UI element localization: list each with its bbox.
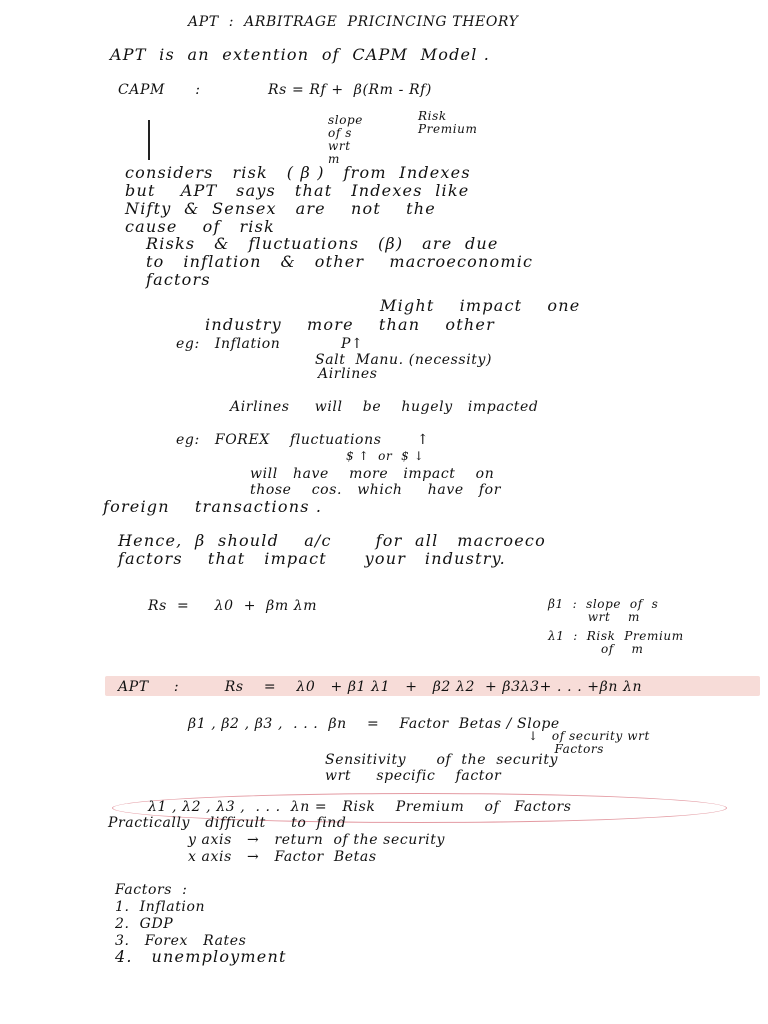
line-0: considers risk ( β ) from Indexes — [125, 163, 471, 182]
line-6: factors — [146, 270, 211, 289]
factor-item: 3. Forex Rates — [115, 933, 247, 949]
factor-item: 4. unemployment — [115, 947, 287, 966]
sensitivity-note: Sensitivity of the security wrt specific factor — [325, 752, 559, 784]
eg-forex-line: eg: FOREX fluctuations ↑ — [176, 432, 430, 448]
capm-slope-note: slope of s wrt m — [328, 113, 364, 166]
will-have-line: will have more impact on — [250, 466, 495, 482]
factor-item: 2. GDP — [115, 916, 174, 932]
hence-line-2: factors that impact your industry. — [118, 549, 506, 568]
of-security-note: ↓ of security wrt Factors — [528, 729, 650, 756]
page-title: APT : ARBITRAGE PRICINCING THEORY — [188, 14, 519, 30]
rs-equation: Rs = λ0 + βm λm — [148, 598, 318, 614]
industry-line: industry more than other — [205, 315, 495, 334]
capm-formula: Rs = Rf + β(Rm - Rf) — [268, 82, 432, 98]
line-4: Risks & fluctuations (β) are due — [146, 234, 499, 253]
factor-item: 1. Inflation — [115, 899, 206, 915]
forex-dollar-line: $ ↑ or $ ↓ — [346, 449, 425, 463]
line-5: to inflation & other macroeconomic — [146, 252, 534, 271]
xaxis-line: x axis → Factor Betas — [188, 849, 377, 865]
factors-heading: Factors : — [115, 882, 188, 898]
betas-line: β1 , β2 , β3 , . . . βn = Factor Betas / Slope — [188, 716, 560, 732]
those-cos-line: those cos. which have for — [250, 482, 501, 498]
capm-label: CAPM : — [118, 82, 201, 98]
might-line: Might impact one — [380, 296, 581, 315]
line-3: cause of risk — [125, 217, 275, 236]
eg-inflation-line: eg: Inflation P↑ — [176, 336, 364, 352]
capm-risk-note: Risk Premium — [418, 109, 478, 136]
down-arrow-icon — [148, 120, 150, 160]
intro-line: APT is an extention of CAPM Model . — [110, 45, 491, 64]
practically-line: Practically difficult to find — [108, 815, 347, 831]
yaxis-line: y axis → return of the security — [188, 832, 445, 848]
lambda1-note: λ1 : Risk Premium of m — [548, 629, 684, 656]
salt-line: Salt Manu. (necessity) — [315, 352, 493, 368]
airlines-impact-line: Airlines will be hugely impacted — [230, 399, 539, 415]
beta1-note: β1 : slope of s wrt m — [548, 597, 659, 624]
lambdas-line: λ1 , λ2 , λ3 , . . . λn = Risk Premium of Factors — [148, 799, 572, 815]
hence-line-1: Hence, β should a/c for all macroeco — [118, 531, 546, 550]
airlines-line: Airlines — [318, 366, 378, 382]
line-1: but APT says that Indexes like — [125, 181, 470, 200]
foreign-line: foreign transactions . — [103, 497, 323, 516]
apt-equation: APT : Rs = λ0 + β1 λ1 + β2 λ2 + β3λ3+ . . . +βn λn — [118, 679, 643, 695]
line-2: Nifty & Sensex are not the — [125, 199, 436, 218]
